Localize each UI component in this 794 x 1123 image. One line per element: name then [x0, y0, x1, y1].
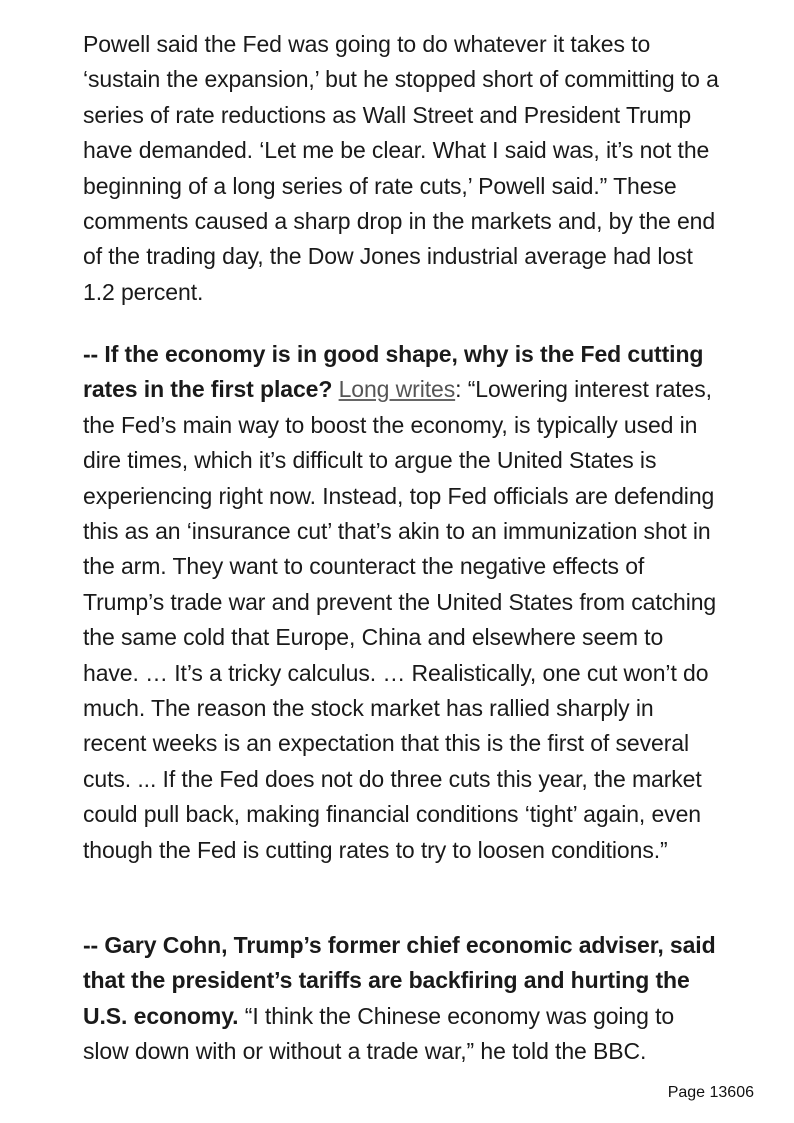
gary-cohn-body: “I think the Chinese economy was going to slow down with or without a trade war,” he told the BBC. [83, 1002, 675, 1065]
paragraph-gary-cohn [83, 928, 723, 1070]
paragraph-fed-rate-cuts [83, 337, 723, 868]
fed-rates-body: : “Lowering interest rates, the Fed’s main way to boost the economy, is typically used in dire times, which it’s difficult to argue the United States is experiencing right now. Instead, top Fed officials are defending this as an ‘insurance cut’ that’s akin to an immunization shot in the arm. They want to counteract the negative effects of Trump’s trade war and prevent the United States from catching the same cold that Europe, China and elsewhere seem to have. … It’s a tricky calculus. … Realistically, one cut won’t do much. The reason the stock market has rallied sharply in recent weeks is an expectation that this is the first of several cuts. ... If the Fed does not do three cuts this year, the market could pull back, making financial conditions ‘tight’ again, even though the Fed is cutting rates to try to loosen conditions.” [83, 376, 717, 863]
section-heading-gary-cohn: -- Gary Cohn, Trump’s former chief economic adviser, said that the president’s tariffs are backfiring and hurting the U.S. economy. [83, 932, 716, 1029]
long-writes-link[interactable]: Long writes [338, 376, 456, 403]
paragraph-powell-quote: Powell said the Fed was going to do whatever it takes to ‘sustain the expansion,’ but he stopped short of committing to a series of rate reductions as Wall Street and President Trump have demanded. ‘Let me be clear. What I said was, it’s not the beginning of a long series of rate cuts,’ Powell said.” These comments caused a sharp drop in the markets and, by the end of the trading day, the Dow Jones industrial average had lost 1.2 percent. [83, 31, 719, 305]
article-body [83, 0, 723, 1088]
section-heading-fed-rates: -- If the economy is in good shape, why is the Fed cutting rates in the first place? [83, 341, 704, 403]
page-number: Page 13606 [667, 1084, 754, 1101]
